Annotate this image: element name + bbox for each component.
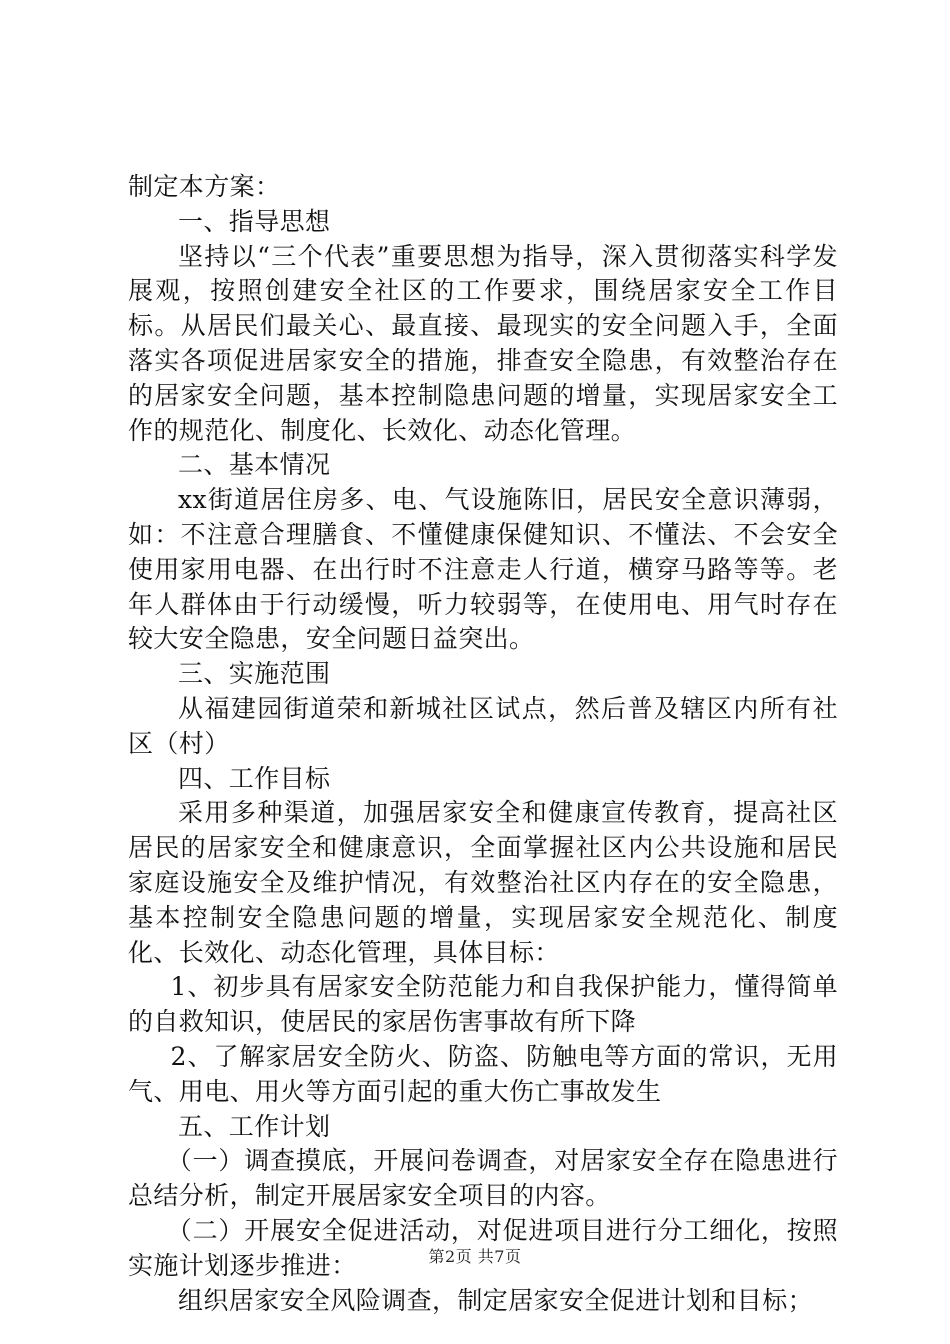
section-heading-work-goals: 四、工作目标 <box>178 763 331 793</box>
paragraph-work-goals: 采用多种渠道，加强居家安全和健康宣传教育，提高社区居民的居家安全和健康意识，全面掌握社区内公共设施和居民家庭设施安全及维护情况，有效整治社区内存在的安全隐患，基本控制安全隐患问题的增量，实现居家安全规范化、制度化、长效化、动态化管理，具体目标： <box>128 798 838 967</box>
paragraph-guiding-ideology: 坚持以“三个代表”重要思想为指导，深入贯彻落实科学发展观，按照创建安全社区的工作要求，围绕居家安全工作目标。从居民们最关心、最直接、最现实的安全问题入手，全面落实各项促进居家安全的措施，排查安全隐患，有效整治存在的居家安全问题，基本控制隐患问题的增量，实现居家安全工作的规范化、制度化、长效化、动态化管理。 <box>128 241 838 445</box>
intro-line: 制定本方案： <box>128 172 281 201</box>
paragraph-scope: 从福建园街道荣和新城社区试点，然后普及辖区内所有社区（村） <box>128 693 838 758</box>
section-heading-work-plan: 五、工作计划 <box>178 1111 331 1141</box>
goal-item-2: 2、了解家居安全防火、防盗、防触电等方面的常识，无用气、用电、用火等方面引起的重大伤亡事故发生 <box>128 1041 838 1106</box>
section-heading-guiding-ideology: 一、指导思想 <box>178 206 331 236</box>
goal-item-1: 1、初步具有居家安全防范能力和自我保护能力，懂得简单的自救知识，使居民的家居伤害事故有所下降 <box>128 972 838 1037</box>
plan-item-1: （一）调查摸底，开展问卷调查，对居家安全存在隐患进行总结分析，制定开展居家安全项目的内容。 <box>128 1146 838 1211</box>
paragraph-basic-situation: xx街道居住房多、电、气设施陈旧，居民安全意识薄弱，如：不注意合理膳食、不懂健康保健知识、不懂法、不会安全使用家用电器、在出行时不注意走人行道，横穿马路等等。老年人群体由于行动缓慢，听力较弱等，在使用电、用气时存在较大安全隐患，安全问题日益突出。 <box>128 485 838 654</box>
plan-item-2: （二）开展安全促进活动，对促进项目进行分工细化，按照实施计划逐步推进： <box>128 1215 838 1280</box>
section-heading-basic-situation: 二、基本情况 <box>178 450 331 480</box>
page-number-footer: 第2页 共7页 <box>428 1247 522 1266</box>
section-heading-scope: 三、实施范围 <box>178 659 331 689</box>
plan-item-2-detail: 组织居家安全风险调查，制定居家安全促进计划和目标； <box>178 1285 814 1315</box>
document-body <box>128 170 838 1318</box>
